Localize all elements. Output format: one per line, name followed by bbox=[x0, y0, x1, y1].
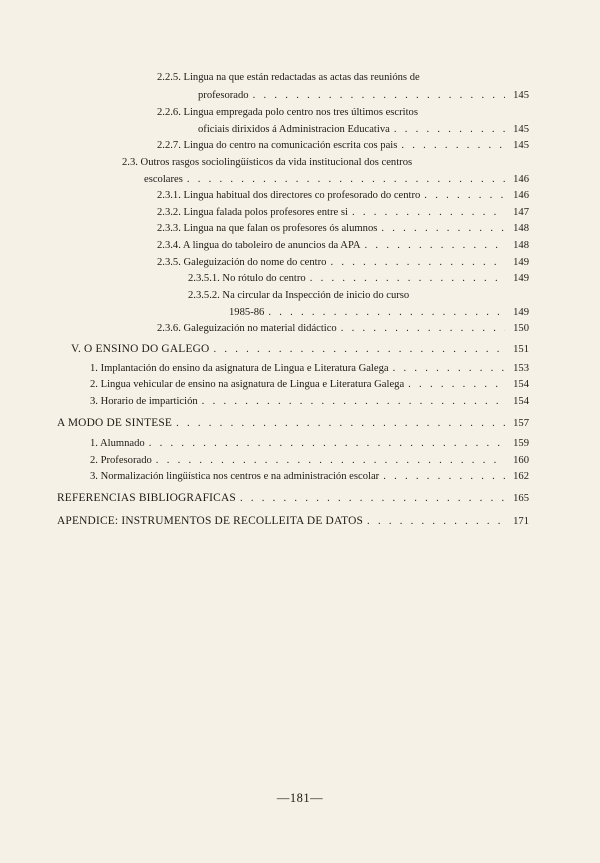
toc-entry-text: 2.2.6. Lingua empregada polo centro nos tres últimos escritos bbox=[157, 107, 418, 118]
toc-page-number: 160 bbox=[513, 455, 529, 466]
toc-page-number: 153 bbox=[513, 363, 529, 374]
toc-page-number: 157 bbox=[513, 418, 529, 429]
leader-dots bbox=[240, 492, 505, 506]
toc-entry-text: 3. Horario de impartición bbox=[90, 396, 198, 407]
toc-entry-text: 1. Alumnado bbox=[90, 438, 145, 449]
toc-entry bbox=[157, 139, 529, 153]
toc-page-number: 145 bbox=[513, 90, 529, 101]
toc-entry-continuation bbox=[198, 123, 529, 137]
toc-page-number: 146 bbox=[513, 190, 529, 201]
toc-entry bbox=[157, 106, 418, 120]
leader-dots bbox=[149, 437, 505, 451]
toc-entry-text: REFERENCIAS BIBLIOGRAFICAS bbox=[57, 492, 236, 504]
toc-entry-text: 2.3.2. Lingua falada polos profesores entre si bbox=[157, 207, 348, 218]
leader-dots bbox=[394, 123, 505, 137]
toc-entry-text: 2.3.6. Galeguización no material didáctico bbox=[157, 323, 337, 334]
leader-dots bbox=[408, 378, 505, 392]
leader-dots bbox=[367, 515, 505, 529]
toc-entry bbox=[157, 206, 529, 220]
leader-dots bbox=[268, 306, 505, 320]
toc-entry-text: 2.3. Outros rasgos sociolingüísticos da vida institucional dos centros bbox=[122, 157, 413, 168]
toc-entry-text: profesorado bbox=[198, 90, 249, 101]
toc-entry-continuation bbox=[198, 89, 529, 103]
toc-page-number: 154 bbox=[513, 396, 529, 407]
toc-chapter bbox=[71, 342, 529, 357]
toc-entry-text: 2. Profesorado bbox=[90, 455, 152, 466]
toc-page-number: 147 bbox=[513, 207, 529, 218]
toc-entry bbox=[188, 272, 529, 286]
leader-dots bbox=[365, 239, 505, 253]
toc-page-number: 145 bbox=[513, 140, 529, 151]
toc-entry-continuation bbox=[144, 173, 529, 187]
toc-page-number: 150 bbox=[513, 323, 529, 334]
toc-entry-text: escolares bbox=[144, 174, 183, 185]
toc-entry bbox=[90, 470, 529, 484]
toc-entry bbox=[90, 395, 529, 409]
toc-entry-text: 2. Lingua vehicular de ensino na asignatura de Lingua e Literatura Galega bbox=[90, 379, 405, 390]
toc-entry-text: 2.2.7. Lingua do centro na comunicación escrita cos pais bbox=[157, 140, 398, 151]
toc-entry bbox=[90, 378, 529, 392]
toc-entry-text: 2.3.5.1. No rótulo do centro bbox=[188, 273, 306, 284]
leader-dots bbox=[330, 256, 505, 270]
toc-page-number: 149 bbox=[513, 273, 529, 284]
page-number: —181— bbox=[276, 791, 324, 805]
toc-entry-text: V. O ENSINO DO GALEGO bbox=[71, 343, 210, 355]
leader-dots bbox=[176, 417, 505, 431]
leader-dots bbox=[310, 272, 505, 286]
toc-page-number: 165 bbox=[513, 493, 529, 504]
toc-entry-text: 3. Normalización lingüística nos centros e na administración escolar bbox=[90, 471, 380, 482]
leader-dots bbox=[424, 189, 505, 203]
toc-entry-continuation bbox=[229, 306, 529, 320]
toc-page-number: 154 bbox=[513, 379, 529, 390]
toc-entry-text: 2.3.1. Lingua habitual dos directores co profesorado do centro bbox=[157, 190, 421, 201]
toc-page-number: 148 bbox=[513, 223, 529, 234]
toc-entry-text: APENDICE: INSTRUMENTOS DE RECOLLEITA DE DATOS bbox=[57, 515, 364, 527]
toc-entry-text: oficiais dirixidos á Administracion Educativa bbox=[198, 124, 390, 135]
toc-entry bbox=[157, 222, 529, 236]
toc-entry-text: 2.3.3. Lingua na que falan os profesores ós alumnos bbox=[157, 223, 378, 234]
toc-entry bbox=[157, 189, 529, 203]
leader-dots bbox=[352, 206, 505, 220]
toc-page-number: 149 bbox=[513, 257, 529, 268]
toc-entry bbox=[157, 71, 420, 85]
toc-chapter bbox=[57, 491, 529, 506]
toc-page-number: 159 bbox=[513, 438, 529, 449]
toc-entry-text: 2.3.4. A lingua do taboleiro de anuncios da APA bbox=[157, 240, 361, 251]
toc-entry bbox=[157, 256, 529, 270]
leader-dots bbox=[383, 470, 505, 484]
toc-chapter bbox=[57, 416, 529, 431]
toc-entry bbox=[90, 437, 529, 451]
leader-dots bbox=[401, 139, 505, 153]
toc-entry bbox=[157, 322, 529, 336]
toc-entry-text: 2.2.5. Lingua na que están redactadas as actas das reunións de bbox=[157, 72, 420, 83]
toc-entry-text: A MODO DE SINTESE bbox=[57, 417, 173, 429]
toc-chapter bbox=[57, 514, 529, 529]
leader-dots bbox=[213, 343, 505, 357]
leader-dots bbox=[187, 173, 505, 187]
toc-entry-text: 1. Implantación do ensino da asignatura de Lingua e Literatura Galega bbox=[90, 363, 389, 374]
leader-dots bbox=[393, 362, 505, 376]
toc-entry bbox=[90, 454, 529, 468]
toc-page-number: 162 bbox=[513, 471, 529, 482]
toc-page-number: 171 bbox=[513, 516, 529, 527]
leader-dots bbox=[202, 395, 505, 409]
toc-entry bbox=[188, 289, 409, 303]
toc-entry bbox=[122, 156, 412, 170]
toc-page-number: 145 bbox=[513, 124, 529, 135]
leader-dots bbox=[341, 322, 505, 336]
toc-entry-text: 2.3.5.2. Na circular da Inspección de inicio do curso bbox=[188, 290, 410, 301]
toc-entry bbox=[157, 239, 529, 253]
toc-page-number: 146 bbox=[513, 174, 529, 185]
leader-dots bbox=[381, 222, 505, 236]
leader-dots bbox=[253, 89, 505, 103]
toc-page-number: 149 bbox=[513, 307, 529, 318]
toc-page-number: 148 bbox=[513, 240, 529, 251]
toc-entry bbox=[90, 362, 529, 376]
leader-dots bbox=[156, 454, 505, 468]
toc-entry-text: 1985-86 bbox=[229, 307, 265, 318]
toc-entry-text: 2.3.5. Galeguización do nome do centro bbox=[157, 257, 327, 268]
toc-page-number: 151 bbox=[513, 344, 529, 355]
